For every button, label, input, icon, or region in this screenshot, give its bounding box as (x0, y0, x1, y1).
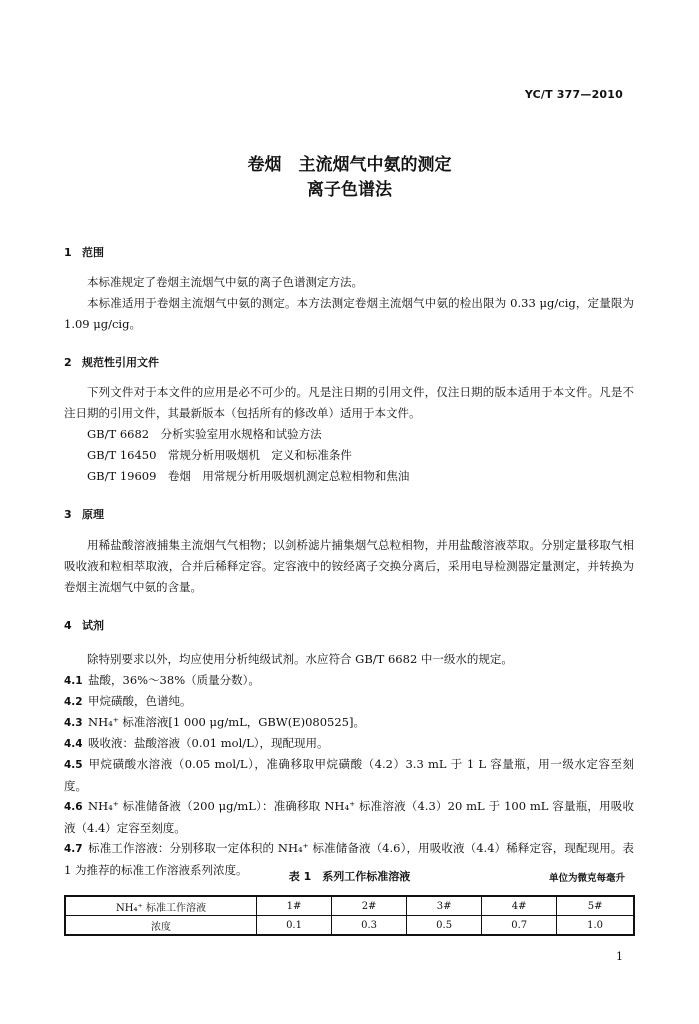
table-cell: 0.5 (407, 916, 482, 936)
standard-code: YC/T 377—2010 (524, 88, 623, 101)
section-heading-principle: 3 原理 (64, 508, 104, 521)
section-heading-reagents: 4 试剂 (64, 619, 104, 632)
reagent-item: 4.6 NH₄⁺ 标准储备液（200 μg/mL）：准确移取 NH₄⁺ 标准溶液（4.3）20 mL 于 100 mL 容量瓶，用吸收液（4.4）定容至刻度。 (64, 799, 634, 835)
table-header-cell: 5# (557, 896, 634, 916)
reference-item: GB/T 6682 分析实验室用水规格和试验方法 (87, 427, 322, 441)
table-caption: 表 1 系列工作标准溶液 (288, 870, 411, 883)
reagent-item: 4.2 甲烷磺酸，色谱纯。 (64, 694, 192, 708)
table-header-cell: 1# (257, 896, 332, 916)
table-row (65, 916, 634, 936)
table-cell: 1.0 (557, 916, 634, 936)
document-subtitle: 离子色谱法 (307, 180, 392, 200)
table-cell: 0.3 (332, 916, 407, 936)
principle-paragraph: 用稀盐酸溶液捕集主流烟气气相物；以剑桥滤片捕集烟气总粒相物，并用盐酸溶液萃取。分别定量移取气相吸收液和粒相萃取液，合并后稀释定容。定容液中的铵经离子交换分离后，采用电导检测器定量测定，并转换为卷烟主流烟气中氨的含量。 (64, 538, 634, 594)
section-heading-scope: 1 范围 (64, 246, 104, 259)
reference-item: GB/T 16450 常规分析用吸烟机 定义和标准条件 (87, 448, 352, 462)
table-cell: 浓度 (65, 916, 257, 936)
scope-paragraph-1: 本标准规定了卷烟主流烟气中氨的离子色谱测定方法。 (87, 275, 363, 289)
table-header-cell: NH₄⁺ 标准工作溶液 (65, 896, 257, 916)
reference-item: GB/T 19609 卷烟 用常规分析用吸烟机测定总粒相物和焦油 (87, 469, 410, 483)
table-header-cell: 2# (332, 896, 407, 916)
reagent-item: 4.4 吸收液：盐酸溶液（0.01 mol/L），现配现用。 (64, 736, 329, 750)
reagent-item: 4.7 标准工作溶液：分别移取一定体积的 NH₄⁺ 标准储备液（4.6），用吸收液（4.4）稀释定容，现配现用。表 1 为推荐的标准工作溶液系列浓度。 (64, 841, 634, 877)
reagent-item: 4.3 NH₄⁺ 标准溶液[1 000 μg/mL，GBW(E)080525]。 (64, 715, 365, 729)
table-cell: 0.1 (257, 916, 332, 936)
table-header-cell: 4# (482, 896, 557, 916)
scope-paragraph-2: 本标准适用于卷烟主流烟气中氨的测定。本方法测定卷烟主流烟气中氨的检出限为 0.33 μg/cig，定量限为 1.09 μg/cig。 (64, 296, 634, 331)
table-unit: 单位为微克每毫升 (548, 873, 625, 884)
table-cell: 0.7 (482, 916, 557, 936)
reagent-item: 4.5 甲烷磺酸水溶液（0.05 mol/L），准确移取甲烷磺酸（4.2）3.3 mL 于 1 L 容量瓶，用一级水定容至刻度。 (64, 757, 634, 793)
page-number: 1 (616, 950, 623, 963)
reagents-intro: 除特别要求以外，均应使用分析纯级试剂。水应符合 GB/T 6682 中一级水的规定。 (87, 652, 513, 666)
table-header-row (65, 896, 634, 916)
reagent-item: 4.1 盐酸，36%～38%（质量分数）。 (64, 673, 260, 687)
section-heading-references: 2 规范性引用文件 (64, 356, 159, 369)
standard-solutions-table (64, 895, 635, 936)
document-title: 卷烟 主流烟气中氨的测定 (247, 155, 452, 175)
references-paragraph: 下列文件对于本文件的应用是必不可少的。凡是注日期的引用文件，仅注日期的版本适用于本文件。凡是不注日期的引用文件，其最新版本（包括所有的修改单）适用于本文件。 (64, 385, 634, 420)
table-header-cell: 3# (407, 896, 482, 916)
